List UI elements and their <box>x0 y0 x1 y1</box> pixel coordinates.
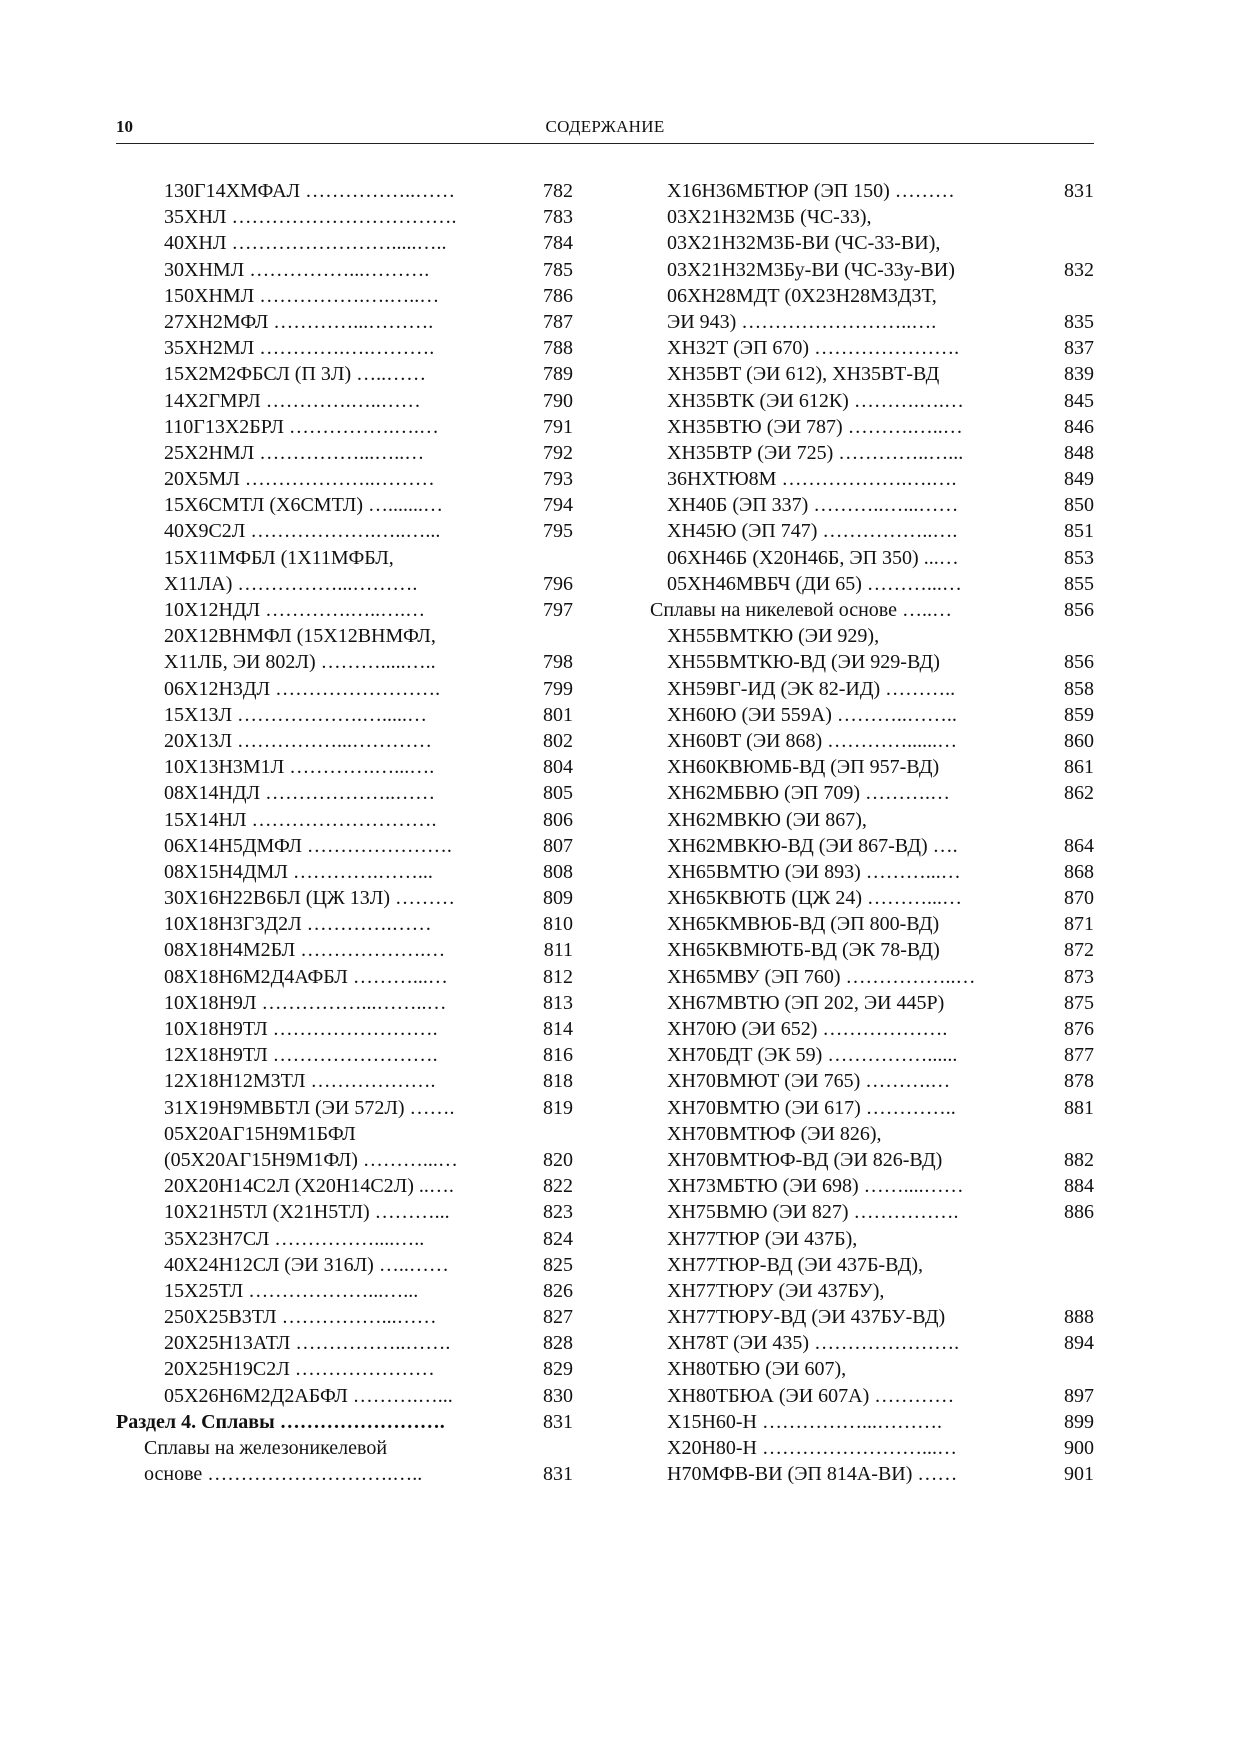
toc-entry-title: 05Х26Н6М2Д2АБФЛ ……….…... <box>164 1384 453 1407</box>
toc-entry-title: ХН62МВКЮ-ВД (ЭИ 867-ВД) …. <box>667 834 958 857</box>
toc-entry-title: ХН70Ю (ЭИ 652) ………………. <box>667 1018 948 1040</box>
toc-entry-page: 823 <box>543 1201 573 1224</box>
toc-entry-title: 31Х19Н9МВБТЛ (ЭИ 572Л) ……. <box>164 1096 455 1119</box>
toc-entry <box>116 571 573 597</box>
toc-entry-title: 03Х21Н32М3Бу-ВИ (ЧС-33у-ВИ) <box>667 258 955 281</box>
toc-entry <box>650 964 1094 990</box>
toc-entry-title: 08Х15Н4ДМЛ ………….……... <box>164 860 433 883</box>
toc-entry-title: 150ХНМЛ …………….….…..… <box>164 284 440 307</box>
toc-entry <box>650 1409 1094 1435</box>
toc-entry-title: Сплавы на железоникелевой <box>144 1437 388 1459</box>
toc-entry <box>116 1226 573 1252</box>
toc-entry <box>650 623 1094 649</box>
toc-entry <box>650 1383 1094 1409</box>
toc-entry-title: 10Х12НДЛ ………….…..….… <box>164 599 426 621</box>
toc-entry-page: 801 <box>543 703 573 726</box>
toc-entry <box>650 1252 1094 1278</box>
toc-entry <box>650 283 1094 309</box>
toc-entry <box>116 780 573 806</box>
toc-entry <box>650 571 1094 597</box>
toc-entry <box>116 204 573 230</box>
toc-entry <box>116 178 573 204</box>
toc-entry <box>116 1147 573 1173</box>
toc-entry-page: 797 <box>543 599 573 621</box>
toc-entry-page: 819 <box>543 1096 573 1119</box>
toc-entry-page: 831 <box>543 1463 573 1486</box>
toc-entry-title: ХН65КВЮТБ (ЦЖ 24) ………...… <box>667 887 963 910</box>
toc-entry-page: 805 <box>543 782 573 805</box>
toc-entry-title: 20Х25Н13АТЛ ……………..……. <box>164 1332 451 1355</box>
toc-entry <box>116 230 573 256</box>
toc-entry <box>116 1199 573 1225</box>
toc-entry-page: 829 <box>543 1358 573 1381</box>
toc-entry <box>116 492 573 518</box>
toc-entry-title: ХН55ВМТКЮ-ВД (ЭИ 929-ВД) <box>667 651 940 674</box>
toc-entry-title: 20Х5МЛ ………………..……… <box>164 468 435 491</box>
toc-entry-title: ХН67МВТЮ (ЭП 202, ЭИ 445Р) <box>667 991 945 1014</box>
toc-entry-title: ХН62МВКЮ (ЭИ 867), <box>667 808 867 831</box>
toc-entry-page: 826 <box>543 1279 573 1302</box>
toc-entry-page: 862 <box>1064 782 1094 805</box>
toc-entry-page: 828 <box>543 1332 573 1355</box>
toc-entry-title: основе ……………………….….. <box>144 1463 423 1486</box>
toc-entry-title: Раздел 4. Сплавы ……………………. <box>116 1410 445 1433</box>
toc-entry-page: 824 <box>543 1227 573 1250</box>
toc-entry <box>116 1016 573 1042</box>
toc-entry-title: 40ХНЛ …………………….....….. <box>164 232 447 255</box>
toc-entry <box>116 283 573 309</box>
toc-entry <box>650 859 1094 885</box>
toc-entry-title: ХН65КМВЮБ-ВД (ЭП 800-ВД) <box>667 913 940 936</box>
toc-entry <box>116 597 573 623</box>
toc-entry-page: 855 <box>1064 572 1094 595</box>
toc-entry-title: 05ХН46МВБЧ (ДИ 65) ………...… <box>667 572 962 595</box>
toc-entry-title: 15Х2М2ФБСЛ (П 3Л) …..…… <box>164 363 427 386</box>
toc-entry-title: 35Х23Н7СЛ ……………....….. <box>164 1227 425 1250</box>
toc-entry-page: 799 <box>543 677 573 700</box>
toc-entry <box>116 911 573 937</box>
toc-entry-title: 15Х6СМТЛ (Х6СМТЛ) ….......… <box>164 494 444 517</box>
toc-entry-page: 877 <box>1064 1044 1094 1067</box>
toc-entry-title: 10Х13Н3М1Л ………….…...…. <box>164 756 435 779</box>
toc-entry-title: ХН65КВМЮТБ-ВД (ЭК 78-ВД) <box>667 939 940 962</box>
toc-entry-page: 878 <box>1064 1070 1094 1093</box>
toc-entry <box>650 676 1094 702</box>
toc-entry <box>650 649 1094 675</box>
toc-entry-title: ХН35ВТЮ (ЭИ 787) ……….…..… <box>667 415 963 438</box>
toc-entry-page: 860 <box>1064 729 1094 752</box>
toc-entry <box>650 1226 1094 1252</box>
toc-entry-title: 10Х18Н9ТЛ ……………………. <box>164 1018 438 1040</box>
toc-entry-page: 894 <box>1064 1332 1094 1355</box>
toc-entry-page: 853 <box>1064 546 1094 569</box>
toc-entry-title: ХН65МВУ (ЭП 760) ……………..… <box>667 965 976 988</box>
toc-entry <box>116 466 573 492</box>
toc-entry-page: 785 <box>543 258 573 281</box>
toc-entry-title: ХН77ТЮР-ВД (ЭИ 437Б-ВД), <box>667 1253 923 1276</box>
toc-entry-page: 790 <box>543 389 573 412</box>
toc-entry-page: 807 <box>543 834 573 857</box>
toc-entry <box>650 990 1094 1016</box>
toc-entry-page: 795 <box>543 520 573 543</box>
toc-entry-title: Н70МФВ-ВИ (ЭП 814А-ВИ) …… <box>667 1463 958 1486</box>
toc-entry-page: 808 <box>543 860 573 883</box>
toc-entry <box>116 649 573 675</box>
toc-entry-title: 40Х9С2Л ……………….…..…... <box>164 520 441 543</box>
toc-entry <box>650 911 1094 937</box>
toc-entry <box>116 885 573 911</box>
toc-entry-title: 14Х2ГМРЛ ………….…..…… <box>164 389 421 412</box>
toc-entry <box>116 309 573 335</box>
toc-entry <box>650 885 1094 911</box>
toc-entry-page: 858 <box>1064 677 1094 700</box>
toc-entry-page: 835 <box>1064 310 1094 333</box>
toc-entry-title: ХН60ВТ (ЭИ 868) …………......… <box>667 729 958 752</box>
toc-entry-title: Сплавы на никелевой основе …..… <box>650 599 953 621</box>
toc-entry-title: ХН80ТБЮА (ЭИ 607А) ………… <box>667 1384 955 1407</box>
toc-entry-title: 250Х25В3ТЛ ……………...…… <box>164 1306 437 1329</box>
toc-entry-page: 816 <box>543 1044 573 1067</box>
toc-entry-page: 881 <box>1064 1096 1094 1119</box>
toc-entry <box>116 1173 573 1199</box>
toc-entry-page: 871 <box>1064 913 1094 936</box>
toc-entry <box>116 833 573 859</box>
toc-entry-page: 787 <box>543 310 573 333</box>
toc-entry-title: ХН77ТЮР (ЭИ 437Б), <box>667 1227 858 1250</box>
toc-entry-page: 793 <box>543 468 573 491</box>
toc-entry <box>116 1252 573 1278</box>
toc-entry <box>116 440 573 466</box>
toc-entry-page: 802 <box>543 729 573 752</box>
toc-entry <box>116 361 573 387</box>
toc-entry-page: 786 <box>543 284 573 307</box>
toc-entry <box>650 466 1094 492</box>
toc-entry <box>116 754 573 780</box>
toc-entry-page: 888 <box>1064 1306 1094 1329</box>
toc-entry <box>116 1042 573 1068</box>
toc-entry <box>116 1356 573 1382</box>
toc-entry-title: ХН70ВМТЮФ (ЭИ 826), <box>667 1122 882 1145</box>
toc-entry-page: 782 <box>543 180 573 202</box>
toc-entry-title: 06ХН28МДТ (0Х23Н28М3Д3Т, <box>667 284 937 307</box>
toc-entry <box>116 1330 573 1356</box>
toc-entry-page: 897 <box>1064 1384 1094 1407</box>
toc-entry <box>650 1121 1094 1147</box>
toc-entry-page: 849 <box>1064 468 1094 491</box>
toc-entry-title: 12Х18Н12М3ТЛ ………………. <box>164 1070 436 1093</box>
toc-entry-title: ХН78Т (ЭИ 435) …………………. <box>667 1332 960 1355</box>
toc-entry-page: 876 <box>1064 1018 1094 1040</box>
toc-entry-page: 783 <box>543 206 573 229</box>
toc-entry-title: 06Х14Н5ДМФЛ …………………. <box>164 834 452 857</box>
toc-entry <box>116 990 573 1016</box>
toc-entry-title: 03Х21Н32М3Б (ЧС-33), <box>667 206 872 229</box>
toc-entry-title: 35ХН2МЛ ………….….………. <box>164 337 435 360</box>
toc-entry <box>650 1435 1094 1461</box>
toc-entry-page: 856 <box>1064 599 1094 621</box>
toc-entry-page: 784 <box>543 232 573 255</box>
toc-left-column <box>116 178 573 1487</box>
toc-entry-page: 875 <box>1064 991 1094 1014</box>
toc-entry <box>650 702 1094 728</box>
toc-entry <box>116 676 573 702</box>
toc-entry-page: 822 <box>543 1175 573 1198</box>
toc-entry <box>650 1016 1094 1042</box>
toc-entry-title: Х11ЛБ, ЭИ 802Л) ……….....….. <box>164 651 436 674</box>
toc-entry-title: ХН35ВТР (ЭИ 725) …………..…... <box>667 441 964 464</box>
toc-entry-title: 06ХН46Б (Х20Н46Б, ЭП 350) ...… <box>667 546 959 569</box>
toc-entry-page: 788 <box>543 337 573 360</box>
toc-entry <box>650 1304 1094 1330</box>
toc-entry <box>650 937 1094 963</box>
toc-entry <box>650 1147 1094 1173</box>
toc-entry <box>650 204 1094 230</box>
toc-entry-page: 794 <box>543 494 573 517</box>
toc-entry <box>650 178 1094 204</box>
toc-entry <box>116 1461 573 1487</box>
toc-entry-page: 789 <box>543 363 573 386</box>
toc-entry <box>650 1068 1094 1094</box>
toc-entry-title: 03Х21Н32М3Б-ВИ (ЧС-33-ВИ), <box>667 232 941 255</box>
toc-entry-page: 812 <box>543 965 573 988</box>
toc-entry-title: 27ХН2МФЛ …………...………. <box>164 310 434 333</box>
toc-entry <box>650 807 1094 833</box>
toc-entry-title: 08Х14НДЛ ………………..…… <box>164 782 436 805</box>
toc-entry-title: ХН77ТЮРУ (ЭИ 437БУ), <box>667 1279 885 1302</box>
toc-entry-page: 870 <box>1064 887 1094 910</box>
toc-entry-title: ХН62МБВЮ (ЭП 709) ……….… <box>667 782 951 805</box>
toc-entry <box>650 545 1094 571</box>
toc-entry-title: 08Х18Н4М2БЛ ……………….… <box>164 939 446 962</box>
toc-entry-page: 813 <box>543 991 573 1014</box>
toc-entry-title: 20Х12ВНМФЛ (15Х12ВНМФЛ, <box>164 625 436 648</box>
toc-entry-title: ХН65ВМТЮ (ЭИ 893) ………...… <box>667 860 961 883</box>
toc-entry-page: 809 <box>543 887 573 910</box>
toc-entry-page: 886 <box>1064 1201 1094 1224</box>
toc-entry-title: Х11ЛА) ……………...………. <box>164 572 418 595</box>
toc-entry <box>650 388 1094 414</box>
toc-entry-title: Х16Н36МБТЮР (ЭП 150) ……… <box>667 180 955 202</box>
toc-entry-title: 25Х2НМЛ ……………...…..… <box>164 441 425 464</box>
toc-entry <box>650 257 1094 283</box>
toc-entry-title: 40Х24Н12СЛ (ЭИ 316Л) …..…… <box>164 1253 449 1276</box>
toc-entry-page: 845 <box>1064 389 1094 412</box>
toc-entry-page: 901 <box>1064 1463 1094 1486</box>
toc-entry <box>650 1173 1094 1199</box>
toc-entry-page: 899 <box>1064 1410 1094 1433</box>
toc-entry <box>650 1095 1094 1121</box>
toc-entry <box>116 1068 573 1094</box>
toc-entry <box>116 859 573 885</box>
toc-entry-page: 832 <box>1064 258 1094 281</box>
toc-entry <box>116 623 573 649</box>
toc-entry <box>116 1278 573 1304</box>
toc-entry <box>116 1435 573 1461</box>
toc-entry <box>650 597 1094 623</box>
toc-entry-title: 20Х25Н19С2Л ………………… <box>164 1358 435 1381</box>
toc-entry-title: 20Х13Л ……………...………… <box>164 729 433 752</box>
toc-entry <box>650 230 1094 256</box>
toc-entry <box>116 388 573 414</box>
toc-entry-page: 830 <box>543 1384 573 1407</box>
toc-entry <box>650 1042 1094 1068</box>
page-number: 10 <box>116 117 133 136</box>
toc-entry-title: ХН60Ю (ЭИ 559А) ………..…….. <box>667 703 957 726</box>
toc-entry-page: 831 <box>1064 180 1094 202</box>
toc-entry <box>650 492 1094 518</box>
toc-entry-page: 827 <box>543 1306 573 1329</box>
toc-entry-page: 837 <box>1064 337 1094 360</box>
toc-entry-title: 36НХТЮ8М ……………….….…. <box>667 468 957 491</box>
toc-entry <box>116 1121 573 1147</box>
toc-entry-title: 130Г14ХМФАЛ ……………..…… <box>164 180 456 202</box>
toc-entry-page: 796 <box>543 572 573 595</box>
toc-entry-title: Х15Н60-Н ……………...………. <box>667 1410 942 1433</box>
toc-entry-page: 884 <box>1064 1175 1094 1198</box>
toc-entry-title: ХН70ВМТЮ (ЭИ 617) ………….. <box>667 1096 956 1119</box>
toc-entry-title: ХН77ТЮРУ-ВД (ЭИ 437БУ-ВД) <box>667 1306 946 1329</box>
toc-entry <box>650 1461 1094 1487</box>
toc-entry-title: 10Х21Н5ТЛ (Х21Н5ТЛ) ………... <box>164 1201 450 1224</box>
toc-entry-title: ХН60КВЮМБ-ВД (ЭП 957-ВД) <box>667 756 940 779</box>
toc-entry-title: ХН70ВМЮТ (ЭИ 765) ……….… <box>667 1070 951 1093</box>
toc-entry-page: 810 <box>543 913 573 936</box>
toc-entry <box>650 414 1094 440</box>
toc-entry <box>650 309 1094 335</box>
toc-entry <box>650 833 1094 859</box>
toc-entry <box>650 335 1094 361</box>
toc-entry-page: 859 <box>1064 703 1094 726</box>
toc-entry <box>116 257 573 283</box>
toc-entry-title: ХН59ВГ-ИД (ЭК 82-ИД) ……….. <box>667 677 956 700</box>
toc-entry-title: 12Х18Н9ТЛ ……………………. <box>164 1044 438 1067</box>
toc-entry-page: 839 <box>1064 363 1094 386</box>
toc-entry-title: 05Х20АГ15Н9М1БФЛ <box>164 1122 356 1145</box>
toc-entry-page: 848 <box>1064 441 1094 464</box>
toc-entry-page: 846 <box>1064 415 1094 438</box>
toc-entry <box>650 518 1094 544</box>
toc-entry-title: ХН35ВТ (ЭИ 612), ХН35ВТ-ВД <box>667 363 940 386</box>
toc-entry <box>650 754 1094 780</box>
toc-entry-title: 10Х18Н9Л ……………...……..… <box>164 991 447 1014</box>
toc-entry-title: ХН80ТБЮ (ЭИ 607), <box>667 1358 847 1381</box>
toc-entry-page: 806 <box>543 808 573 831</box>
toc-entry <box>116 1409 573 1435</box>
toc-entry <box>650 361 1094 387</box>
toc-entry <box>650 780 1094 806</box>
toc-entry <box>116 728 573 754</box>
toc-right-column <box>650 178 1094 1487</box>
toc-entry-page: 856 <box>1064 651 1094 674</box>
toc-entry <box>116 807 573 833</box>
toc-entry-page: 798 <box>543 651 573 674</box>
toc-entry <box>650 440 1094 466</box>
toc-entry-page: 831 <box>543 1410 573 1433</box>
toc-entry <box>116 335 573 361</box>
toc-entry-page: 851 <box>1064 520 1094 543</box>
toc-entry <box>116 702 573 728</box>
toc-entry-title: ХН75ВМЮ (ЭИ 827) ……………. <box>667 1201 959 1224</box>
toc-entry <box>116 1383 573 1409</box>
toc-entry-page: 864 <box>1064 834 1094 857</box>
toc-entry <box>650 728 1094 754</box>
toc-entry-page: 868 <box>1064 860 1094 883</box>
toc-entry-page: 882 <box>1064 1148 1094 1171</box>
toc-entry-title: ХН32Т (ЭП 670) …………………. <box>667 337 960 360</box>
toc-entry-title: 30Х16Н22В6БЛ (ЦЖ 13Л) ……… <box>164 887 456 910</box>
toc-entry <box>116 1304 573 1330</box>
toc-entry-page: 861 <box>1064 756 1094 779</box>
toc-entry <box>116 1095 573 1121</box>
toc-entry-page: 791 <box>543 415 573 438</box>
toc-entry-page: 804 <box>543 756 573 779</box>
toc-entry-title: 15Х11МФБЛ (1Х11МФБЛ, <box>164 546 394 569</box>
toc-entry-title: 06Х12Н3ДЛ ……………………. <box>164 677 441 700</box>
toc-entry-page: 820 <box>543 1148 573 1171</box>
page-title: СОДЕРЖАНИЕ <box>545 117 665 136</box>
toc-entry-title: ХН40Б (ЭП 337) ………..…...…… <box>667 494 959 517</box>
toc-entry-title: ХН55ВМТКЮ (ЭИ 929), <box>667 625 880 648</box>
toc-entry-title: (05Х20АГ15Н9М1ФЛ) ………...… <box>164 1148 458 1171</box>
toc-entry-title: 20Х20Н14С2Л (Х20Н14С2Л) ..…. <box>164 1175 454 1198</box>
toc-entry-title: 15Х13Л ……………….….....… <box>164 703 428 726</box>
toc-entry-title: 35ХНЛ ……………………………. <box>164 206 457 229</box>
toc-entry-title: ХН45Ю (ЭП 747) ……………..…. <box>667 520 958 543</box>
toc-entry-title: 15Х25ТЛ ………………...…... <box>164 1279 419 1302</box>
toc-entry <box>116 937 573 963</box>
toc-entry-page: 850 <box>1064 494 1094 517</box>
toc-entry-title: 30ХНМЛ ……………...………. <box>164 258 430 281</box>
toc-entry-title: ХН70БДТ (ЭК 59) ……………...... <box>667 1044 958 1067</box>
toc-entry <box>650 1330 1094 1356</box>
toc-entry-page: 814 <box>543 1018 573 1040</box>
toc-entry-page: 792 <box>543 441 573 464</box>
toc-entry-page: 825 <box>543 1253 573 1276</box>
toc-entry-title: Х20Н80-Н ……………………...… <box>667 1437 957 1459</box>
toc-entry-page: 873 <box>1064 965 1094 988</box>
toc-entry <box>650 1199 1094 1225</box>
running-header <box>116 117 1094 144</box>
toc-entry-title: ХН70ВМТЮФ-ВД (ЭИ 826-ВД) <box>667 1148 943 1171</box>
toc-entry <box>116 545 573 571</box>
toc-entry <box>116 964 573 990</box>
toc-entry <box>650 1278 1094 1304</box>
toc-entry-page: 900 <box>1064 1437 1094 1459</box>
toc-entry-page: 818 <box>543 1070 573 1093</box>
toc-entry-title: 110Г13Х2БРЛ …………….….… <box>164 415 439 438</box>
toc-entry-title: 15Х14НЛ ………………………. <box>164 808 437 831</box>
toc-entry <box>116 414 573 440</box>
toc-entry-title: ХН35ВТК (ЭИ 612К) ……….….… <box>667 389 964 412</box>
toc-entry <box>650 1356 1094 1382</box>
toc-entry-title: ЭИ 943) ……………………..…. <box>667 310 937 333</box>
toc-entry-title: 10Х18Н3Г3Д2Л ………….…… <box>164 913 432 936</box>
toc-entry-page: 872 <box>1064 939 1094 962</box>
toc-entry <box>116 518 573 544</box>
toc-entry-title: ХН73МБТЮ (ЭИ 698) ……....…… <box>667 1175 964 1198</box>
toc-entry-page: 811 <box>543 939 573 962</box>
toc-entry-title: 08Х18Н6М2Д4АФБЛ ………...… <box>164 965 448 988</box>
